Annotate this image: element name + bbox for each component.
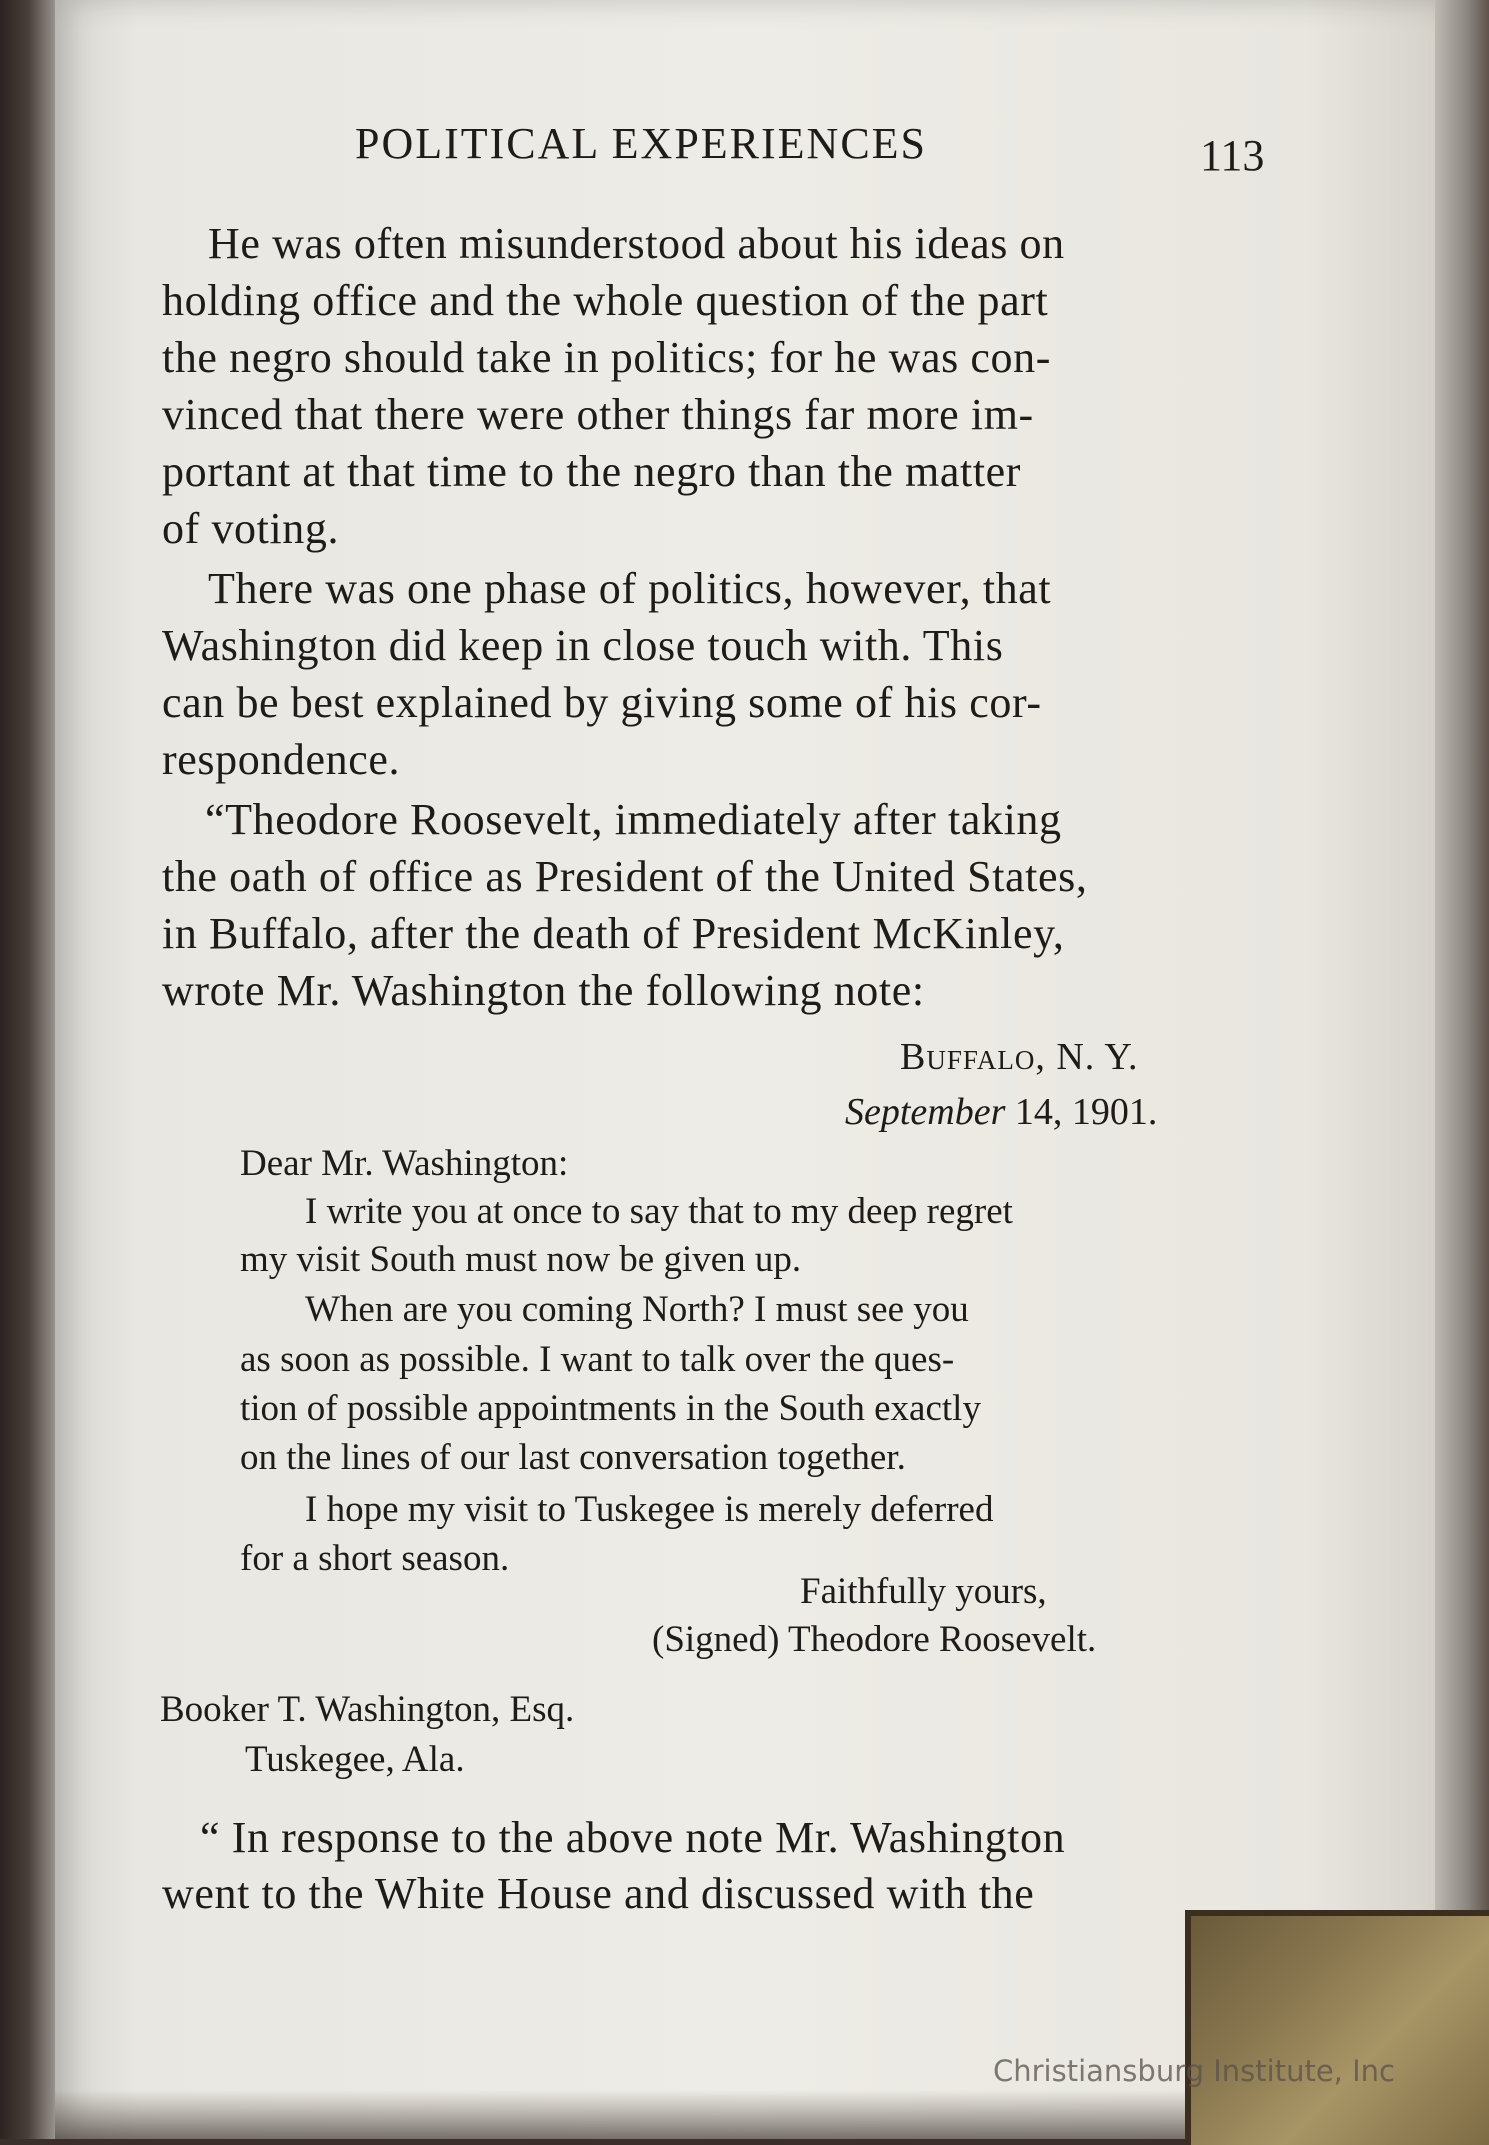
letter-date-rest: 14, 1901. [1014, 1091, 1158, 1133]
letter-body-line-5: tion of possible appointments in the South exactly [240, 1388, 981, 1429]
paragraph-2-line-3: can be best explained by giving some of his cor- [162, 678, 1042, 727]
letter-body-line-2: my visit South must now be given up. [240, 1239, 802, 1280]
letter-body-line-4: as soon as possible. I want to talk over the ques- [240, 1339, 955, 1380]
page-right-edge [1435, 0, 1489, 2139]
paragraph-2-line-1: There was one phase of politics, however, that [208, 564, 1052, 613]
paragraph-1-line-2: holding office and the whole question of the part [162, 276, 1049, 325]
watermark: Christiansburg Institute, Inc [993, 2054, 1395, 2088]
letter-closing: Faithfully yours, [800, 1571, 1047, 1612]
paragraph-3-line-3: in Buffalo, after the death of President McKinley, [162, 909, 1065, 958]
letter-salutation: Dear Mr. Washington: [240, 1143, 569, 1184]
paragraph-1-line-1: He was often misunderstood about his ideas on [208, 219, 1065, 268]
letter-body-line-6: on the lines of our last conversation together. [240, 1437, 906, 1478]
addressee-name: Booker T. Washington, Esq. [160, 1689, 575, 1730]
letter-place: Buffalo, N. Y. [900, 1036, 1139, 1078]
running-head: POLITICAL EXPERIENCES [355, 119, 928, 168]
letter-body-line-7: I hope my visit to Tuskegee is merely deferred [305, 1489, 994, 1530]
letter-date-month: September [845, 1091, 1006, 1133]
paragraph-2-line-2: Washington did keep in close touch with. This [162, 621, 1004, 670]
letter-body-line-8: for a short season. [240, 1538, 510, 1579]
paragraph-3-line-4: wrote Mr. Washington the following note: [162, 966, 925, 1015]
addressee-place: Tuskegee, Ala. [245, 1739, 465, 1780]
paragraph-4-line-2: went to the White House and discussed with the [162, 1869, 1035, 1918]
paragraph-1-line-6: of voting. [162, 504, 340, 553]
page-number: 113 [1200, 131, 1265, 180]
paragraph-2-line-4: respondence. [162, 735, 401, 784]
paragraph-1-line-5: portant at that time to the negro than the matter [162, 447, 1022, 496]
letter-body-line-1: I write you at once to say that to my deep regret [305, 1191, 1013, 1232]
paragraph-1-line-3: the negro should take in politics; for he was con- [162, 333, 1052, 382]
letter-signature: (Signed) Theodore Roosevelt. [652, 1619, 1097, 1660]
paragraph-1-line-4: vinced that there were other things far more im- [162, 390, 1034, 439]
letter-body-line-3: When are you coming North? I must see you [305, 1289, 969, 1330]
paragraph-4-line-1: “ In response to the above note Mr. Washington [200, 1813, 1066, 1862]
letter-date [845, 1090, 1157, 1134]
paragraph-3-line-1: “Theodore Roosevelt, immediately after taking [205, 795, 1062, 844]
book-gilt-corner [1185, 1910, 1489, 2145]
paragraph-3-line-2: the oath of office as President of the United States, [162, 852, 1088, 901]
